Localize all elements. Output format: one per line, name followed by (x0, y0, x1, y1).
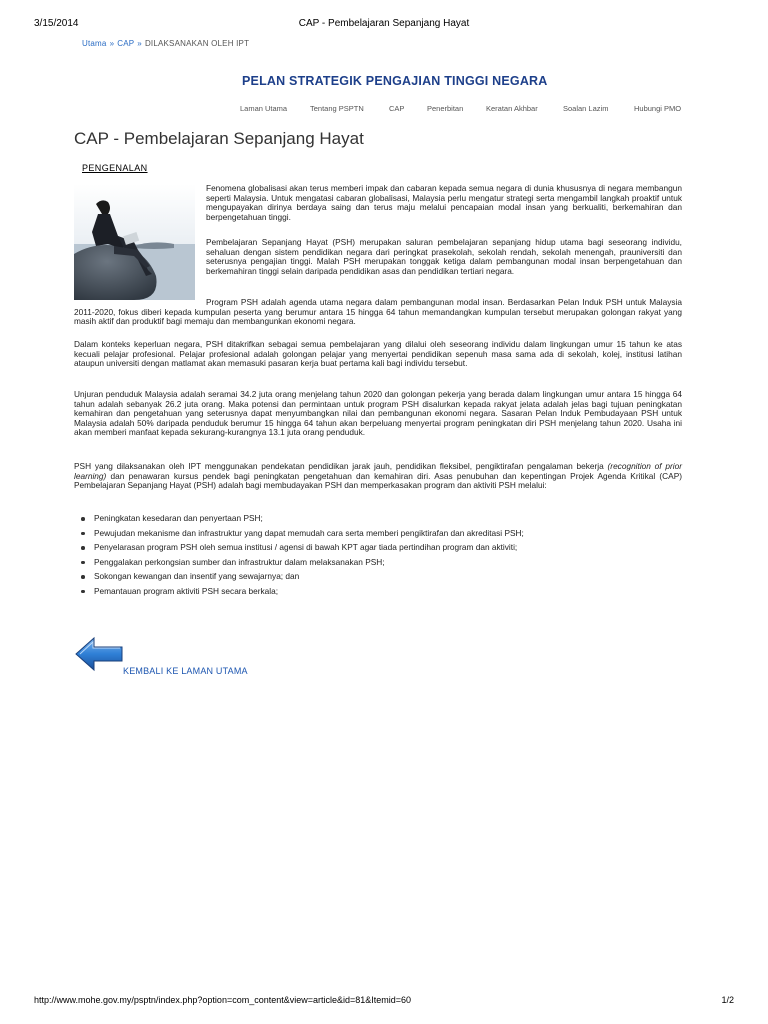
nav-item-penerbitan[interactable]: Penerbitan (427, 104, 464, 113)
man-on-rock-photo (74, 184, 195, 300)
nav-item-tentang-psptn[interactable]: Tentang PSPTN (310, 104, 364, 113)
man-on-rock-illustration (74, 184, 195, 300)
back-to-home-link[interactable]: KEMBALI KE LAMAN UTAMA (123, 666, 248, 676)
list-item: Peningkatan kesedaran dan penyertaan PSH; (80, 514, 680, 529)
print-url: http://www.mohe.gov.my/psptn/index.php?option=com_content&view=article&id=81&Itemid=60 (34, 995, 412, 1005)
back-arrow-icon[interactable] (74, 636, 124, 672)
paragraph-6-text-b: dan penawaran kursus pendek bagi peningkatan pengetahuan dan kemahiran diri. Asas penubuhan dan kepentingan Projek Agenda Kritikal (CAP) Pembelajaran Sepanjang Hayat (PSH) adalah bagi membudayakan PSH dan memperkasakan program dan aktiviti PSH melalui: (74, 470, 682, 491)
top-navigation (240, 104, 698, 116)
breadcrumb-cap-link[interactable]: CAP (117, 39, 135, 48)
paragraph-6-italic: (recognition of prior learning) (74, 461, 682, 481)
paragraph-5: Unjuran penduduk Malaysia adalah seramai 34.2 juta orang menjelang tahun 2020 dan golongan pekerja yang berada dalam lingkungan umur antara 15 hingga 64 tahun adalah sebanyak 26.2 juta orang. Maka potensi dan permintaan untuk program PSH disalurkan kepada rakyat jelata adalah jelas bagi tujuan peningkatan kemahiran dan pengetahuan yang seterusnya dapat menyumbangkan nilai dan pembangunan ekonomi negara. Sasaran Pelan Induk Pembudayaan PSH untuk Malaysia adalah 50% daripada penduduk berumur 15 hingga 64 tahun akan berpeluang menyertai program peningkatan diri PSH menjelang tahun 2020. Usaha ini akan memberi manfaat kepada sekurang-kurangnya 13.1 juta orang penduduk. (74, 389, 682, 438)
breadcrumb-separator: » (137, 39, 142, 48)
paragraph-1: Fenomena globalisasi akan terus memberi impak dan cabaran kepada semua negara di dunia khususnya di negara membangun seperti Malaysia. Untuk mengatasi cabaran globalisasi, Malaysia perlu mengatur strategi serta mengambil langkah proaktif untuk mengupayakan dirinya berdaya saing dan terus maju melalui pencapaian modal insan yang berkualiti, berkemahiran dan berpengetahuan tinggi. (206, 183, 682, 222)
print-page-number: 1/2 (721, 995, 734, 1005)
breadcrumb (82, 39, 249, 48)
list-item: Sokongan kewangan dan insentif yang sewajarnya; dan (80, 572, 680, 587)
print-date: 3/15/2014 (34, 18, 79, 29)
list-item: Penggalakan perkongsian sumber dan infrastruktur dalam melaksanakan PSH; (80, 558, 680, 573)
breadcrumb-home-link[interactable]: Utama (82, 39, 107, 48)
list-item: Pewujudan mekanisme dan infrastruktur yang dapat memudah cara serta memberi pengiktirafan dan akreditasi PSH; (80, 529, 680, 544)
site-title: PELAN STRATEGIK PENGAJIAN TINGGI NEGARA (242, 74, 548, 88)
paragraph-6-text-a: PSH yang dilaksanakan oleh IPT menggunakan pendekatan pendidikan jarak jauh, pendidikan fleksibel, pengiktirafan pengalaman bekerja (74, 461, 608, 471)
bullet-list (80, 514, 680, 601)
back-arrow-icon-svg (74, 636, 124, 672)
print-header (34, 18, 734, 32)
print-footer (34, 995, 734, 1009)
paragraph-6 (74, 462, 682, 491)
section-heading-pengenalan: PENGENALAN (82, 163, 148, 173)
print-doc-title: CAP - Pembelajaran Sepanjang Hayat (298, 18, 470, 29)
list-item: Penyelarasan program PSH oleh semua institusi / agensi di bawah KPT agar tiada pertindihan program dan aktiviti; (80, 543, 680, 558)
breadcrumb-separator: » (109, 39, 115, 48)
paragraph-3: Program PSH adalah agenda utama negara dalam pembangunan modal insan. Berdasarkan Pelan Induk PSH untuk Malaysia 2011-2020, fokus diberi kepada kumpulan peserta yang berumur antara 15 hingga 64 tahun memandangkan kumpulan tersebut merupakan golongan rakyat yang masih aktif dan produktif bagi memaju dan membangunkan ekonomi negara. (74, 297, 682, 327)
nav-item-cap[interactable]: CAP (389, 104, 405, 113)
nav-item-soalan-lazim[interactable]: Soalan Lazim (563, 104, 609, 113)
paragraph-4: Dalam konteks keperluan negara, PSH ditakrifkan sebagai semua pembelajaran yang dilalui oleh seseorang individu dalam lingkungan umur 15 tahun ke atas kecuali pelajar profesional. Pelajar profesional adalah golongan pelajar yang menyertai pendidikan sepenuh masa sama ada di sekolah, kolej, institusi latihan ataupun universiti dengan matlamat akan memasuki pasaran kerja buat pertama kali bagi individu tersebut. (74, 339, 682, 369)
list-item: Pemantauan program aktiviti PSH secara berkala; (80, 587, 680, 602)
paragraph-2: Pembelajaran Sepanjang Hayat (PSH) merupakan saluran pembelajaran sepanjang hidup utama bagi seseorang individu, sehaluan dengan sistem pendidikan negara dari peringkat prasekolah, sekolah rendah, sekolah menengah, prauniversiti dan seterusnya pengajian tinggi. Malah PSH merupakan tonggak ketiga dalam pembangunan modal insan berpengetahuan dan berkemahiran tinggi selain daripada pendidikan asas dan pendidikan tertiari negara. (206, 237, 682, 276)
nav-item-hubungi-pmo[interactable]: Hubungi PMO (634, 104, 682, 113)
page-title: CAP - Pembelajaran Sepanjang Hayat (74, 129, 364, 148)
breadcrumb-current: DILAKSANAKAN OLEH IPT (144, 39, 250, 48)
nav-item-laman-utama[interactable]: Laman Utama (240, 104, 288, 113)
nav-item-keratan-akhbar[interactable]: Keratan Akhbar (486, 104, 538, 113)
